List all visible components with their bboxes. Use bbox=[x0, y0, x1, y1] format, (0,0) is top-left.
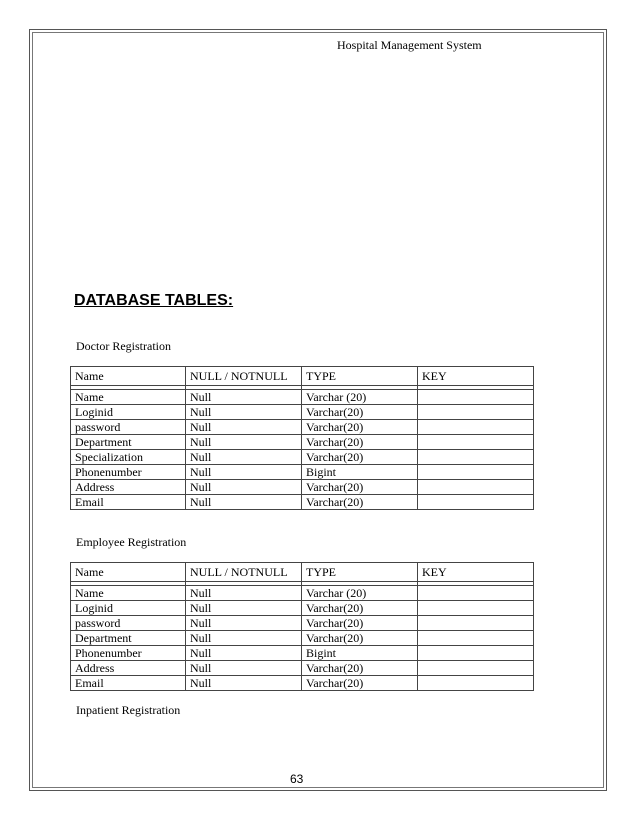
field-null: Null bbox=[186, 495, 302, 510]
field-type: Bigint bbox=[302, 646, 418, 661]
field-type: Varchar(20) bbox=[302, 480, 418, 495]
table-row bbox=[71, 601, 534, 616]
field-name: Specialization bbox=[71, 450, 186, 465]
field-null: Null bbox=[186, 631, 302, 646]
field-null: Null bbox=[186, 435, 302, 450]
field-null: Null bbox=[186, 586, 302, 601]
field-null: Null bbox=[186, 616, 302, 631]
field-type: Varchar(20) bbox=[302, 676, 418, 691]
field-key bbox=[418, 646, 534, 661]
inpatient-table-caption: Inpatient Registration bbox=[76, 703, 181, 717]
field-type: Varchar(20) bbox=[302, 420, 418, 435]
table-header-row bbox=[71, 367, 534, 386]
field-null: Null bbox=[186, 450, 302, 465]
field-null: Null bbox=[186, 601, 302, 616]
field-key bbox=[418, 631, 534, 646]
field-type: Varchar(20) bbox=[302, 601, 418, 616]
field-name: Loginid bbox=[71, 601, 186, 616]
field-null: Null bbox=[186, 646, 302, 661]
field-name: Name bbox=[71, 390, 186, 405]
table-row bbox=[71, 480, 534, 495]
field-name: Name bbox=[71, 586, 186, 601]
table-row bbox=[71, 586, 534, 601]
field-null: Null bbox=[186, 420, 302, 435]
field-key bbox=[418, 450, 534, 465]
field-null: Null bbox=[186, 465, 302, 480]
section-title: DATABASE TABLES: bbox=[74, 292, 234, 309]
table-row bbox=[71, 405, 534, 420]
column-header: NULL / NOTNULL bbox=[186, 367, 302, 386]
table-row bbox=[71, 450, 534, 465]
field-name: Email bbox=[71, 676, 186, 691]
column-header: KEY bbox=[418, 367, 534, 386]
field-type: Bigint bbox=[302, 465, 418, 480]
field-null: Null bbox=[186, 405, 302, 420]
table-row bbox=[71, 420, 534, 435]
field-type: Varchar (20) bbox=[302, 586, 418, 601]
field-null: Null bbox=[186, 676, 302, 691]
table-row bbox=[71, 465, 534, 480]
field-null: Null bbox=[186, 390, 302, 405]
field-type: Varchar (20) bbox=[302, 390, 418, 405]
field-key bbox=[418, 435, 534, 450]
table-header-row bbox=[71, 563, 534, 582]
field-name: password bbox=[71, 420, 186, 435]
field-name: Department bbox=[71, 631, 186, 646]
field-type: Varchar(20) bbox=[302, 616, 418, 631]
field-type: Varchar(20) bbox=[302, 495, 418, 510]
field-key bbox=[418, 676, 534, 691]
table-row bbox=[71, 646, 534, 661]
field-key bbox=[418, 661, 534, 676]
field-type: Varchar(20) bbox=[302, 661, 418, 676]
field-key bbox=[418, 586, 534, 601]
field-key bbox=[418, 465, 534, 480]
field-key bbox=[418, 601, 534, 616]
doctor-table-caption: Doctor Registration bbox=[76, 339, 171, 353]
table-row bbox=[71, 390, 534, 405]
field-key bbox=[418, 405, 534, 420]
column-header: Name bbox=[71, 563, 186, 582]
field-name: Department bbox=[71, 435, 186, 450]
running-header: Hospital Management System bbox=[337, 38, 482, 52]
table-row bbox=[71, 616, 534, 631]
field-name: Loginid bbox=[71, 405, 186, 420]
column-header: TYPE bbox=[302, 367, 418, 386]
field-name: Phonenumber bbox=[71, 465, 186, 480]
field-type: Varchar(20) bbox=[302, 450, 418, 465]
table-row bbox=[71, 435, 534, 450]
field-name: Email bbox=[71, 495, 186, 510]
table-row bbox=[71, 676, 534, 691]
field-name: password bbox=[71, 616, 186, 631]
column-header: NULL / NOTNULL bbox=[186, 563, 302, 582]
page-number: 63 bbox=[290, 772, 304, 786]
table-row bbox=[71, 661, 534, 676]
field-name: Address bbox=[71, 480, 186, 495]
field-null: Null bbox=[186, 661, 302, 676]
field-type: Varchar(20) bbox=[302, 631, 418, 646]
column-header: Name bbox=[71, 367, 186, 386]
column-header: KEY bbox=[418, 563, 534, 582]
field-name: Phonenumber bbox=[71, 646, 186, 661]
field-type: Varchar(20) bbox=[302, 435, 418, 450]
table-row bbox=[71, 631, 534, 646]
field-name: Address bbox=[71, 661, 186, 676]
column-header: TYPE bbox=[302, 563, 418, 582]
field-null: Null bbox=[186, 480, 302, 495]
employee-registration-table bbox=[70, 562, 534, 691]
field-key bbox=[418, 420, 534, 435]
table-row bbox=[71, 495, 534, 510]
field-key bbox=[418, 390, 534, 405]
field-key bbox=[418, 480, 534, 495]
field-key bbox=[418, 616, 534, 631]
employee-table-caption: Employee Registration bbox=[76, 535, 187, 549]
field-type: Varchar(20) bbox=[302, 405, 418, 420]
doctor-registration-table bbox=[70, 366, 534, 510]
field-key bbox=[418, 495, 534, 510]
